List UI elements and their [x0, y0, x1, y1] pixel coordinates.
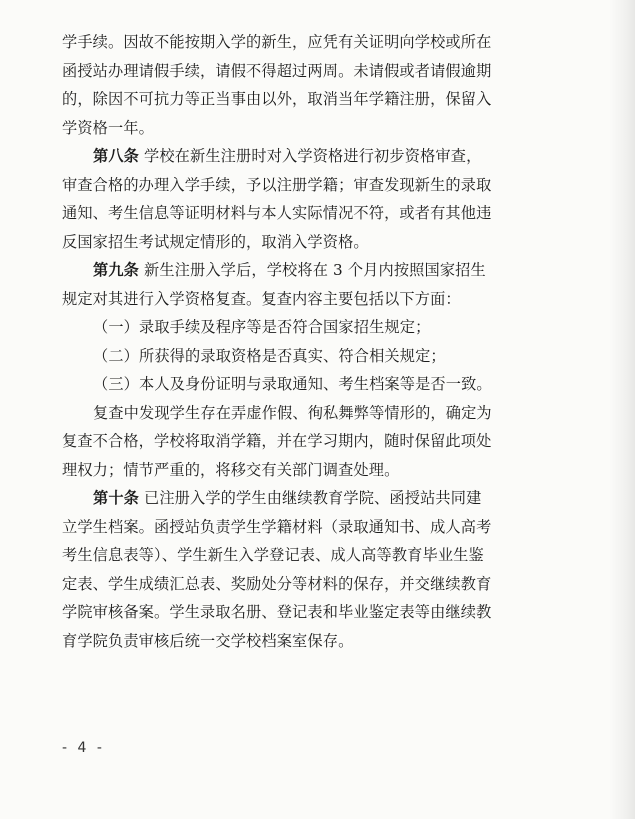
text-line: 立学生档案。函授站负责学生学籍材料（录取通知书、成人高考 — [62, 517, 492, 536]
text-line: 育学院负责审核后统一交学校档案室保存。 — [62, 631, 354, 650]
list-item-3: （三）本人及身份证明与录取通知、考生档案等是否一致。 — [93, 375, 492, 393]
text-line: 函授站办理请假手续，请假不得超过两周。未请假或者请假逾期 — [62, 61, 492, 80]
text-line: 审查合格的办理入学手续，予以注册学籍；审查发现新生的录取 — [62, 175, 492, 194]
text-line: 复查中发现学生存在弄虚作假、徇私舞弊等情形的，确定为 — [93, 403, 492, 422]
page-number: - 4 - — [62, 740, 105, 756]
text-line: 学手续。因故不能按期入学的新生，应凭有关证明向学校或所在 — [62, 33, 492, 51]
text-line: 理权力；情节严重的，将移交有关部门调查处理。 — [62, 460, 400, 479]
text-line: 定表、学生成绩汇总表、奖励处分等材料的保存，并交继续教育 — [62, 574, 492, 593]
list-item-1: （一）录取手续及程序等是否符合国家招生规定； — [93, 318, 431, 336]
text-line: 规定对其进行入学资格复查。复查内容主要包括以下方面： — [62, 289, 461, 308]
text-line: 反国家招生考试规定情形的，取消入学资格。 — [62, 232, 369, 251]
article-8-heading: 第八条 — [93, 147, 140, 165]
text-line: 新生注册入学后，学校将在 3 个月内按照国家招生 — [144, 261, 486, 279]
page-edge-shadow — [609, 0, 635, 819]
text-line: 已注册入学的学生由继续教育学院、函授站共同建 — [144, 489, 482, 507]
text-line: 学院审核备案。学生录取名册、登记表和毕业鉴定表等由继续教 — [62, 603, 492, 621]
article-9-heading: 第九条 — [93, 261, 140, 279]
document-body — [62, 28, 557, 655]
text-line: 的，除因不可抗力等正当事由以外，取消当年学籍注册，保留入 — [62, 90, 492, 108]
text-line: 复查不合格，学校将取消学籍，并在学习期内，随时保留此项处 — [62, 432, 492, 450]
text-line: 学资格一年。 — [62, 118, 155, 137]
article-10-first-line — [62, 484, 557, 513]
text-line: 考生信息表等）、学生新生入学登记表、成人高等教育毕业生鉴 — [62, 546, 484, 564]
article-10-heading: 第十条 — [93, 489, 140, 507]
text-line: 学校在新生注册时对入学资格进行初步资格审查， — [144, 147, 482, 165]
article-9-first-line — [62, 256, 557, 285]
list-item-2: （二）所获得的录取资格是否真实、符合相关规定； — [93, 346, 446, 365]
article-8-first-line — [62, 142, 557, 171]
text-line: 通知、考生信息等证明材料与本人实际情况不符，或者有其他违 — [62, 204, 492, 222]
